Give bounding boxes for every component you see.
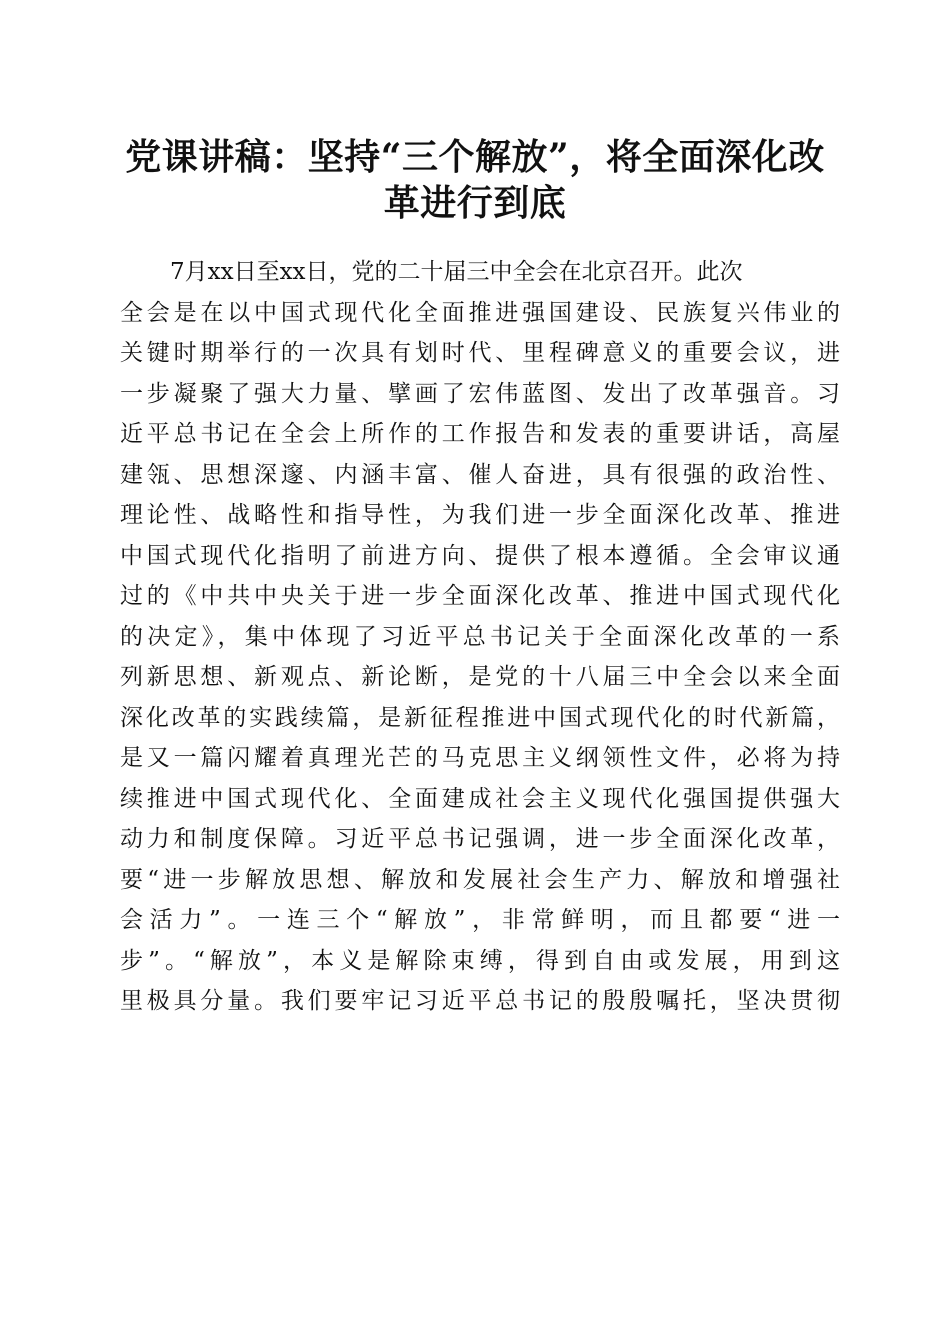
- body-line-16: 要“进一步解放思想、解放和发展社会生产力、解放和增强社: [120, 866, 840, 893]
- body-line-1: 7月xx日至xx日，党的二十届三中全会在北京召开。此次: [170, 259, 743, 285]
- body-line-4: 一步凝聚了强大力量、擘画了宏伟蓝图、发出了改革强音。习: [120, 380, 840, 407]
- body-line-5: 近平总书记在全会上所作的工作报告和发表的重要讲话，高屋: [120, 421, 840, 447]
- body-line-6: 建瓴、思想深邃、内涵丰富、催人奋进，具有很强的政治性、: [120, 461, 840, 488]
- body-line-2: 全会是在以中国式现代化全面推进强国建设、民族复兴伟业的: [120, 299, 840, 326]
- title-line-1: 党课讲稿：坚持“三个解放”，将全面深化改: [125, 136, 825, 178]
- body-line-17: 会活力”。一连三个“解放”，非常鲜明，而且都要“进一: [120, 907, 840, 933]
- body-line-14: 续推进中国式现代化、全面建成社会主义现代化强国提供强大: [120, 785, 840, 812]
- body-line-7: 理论性、战略性和指导性，为我们进一步全面深化改革、推进: [120, 502, 840, 528]
- body-line-18: 步”。“解放”，本义是解除束缚，得到自由或发展，用到这: [120, 947, 840, 974]
- document-title: [110, 134, 840, 226]
- body-line-15: 动力和制度保障。习近平总书记强调，进一步全面深化改革，: [120, 826, 840, 852]
- body-line-9: 过的《中共中央关于进一步全面深化改革、推进中国式现代化: [120, 583, 840, 609]
- body-line-3: 关键时期举行的一次具有划时代、里程碑意义的重要会议，进: [120, 340, 840, 366]
- body-line-10: 的决定》，集中体现了习近平总书记关于全面深化改革的一系: [120, 623, 840, 650]
- body-paragraph: [120, 252, 840, 1022]
- body-line-8: 中国式现代化指明了前进方向、提供了根本遵循。全会审议通: [120, 542, 840, 569]
- body-line-12: 深化改革的实践续篇，是新征程推进中国式现代化的时代新篇，: [120, 704, 840, 731]
- body-line-19: 里极具分量。我们要牢记习近平总书记的殷殷嘱托，坚决贯彻: [120, 988, 840, 1014]
- title-line-2: 革进行到底: [383, 182, 567, 224]
- body-line-13: 是又一篇闪耀着真理光芒的马克思主义纲领性文件，必将为持: [120, 745, 840, 771]
- body-line-11: 列新思想、新观点、新论断，是党的十八届三中全会以来全面: [120, 664, 840, 690]
